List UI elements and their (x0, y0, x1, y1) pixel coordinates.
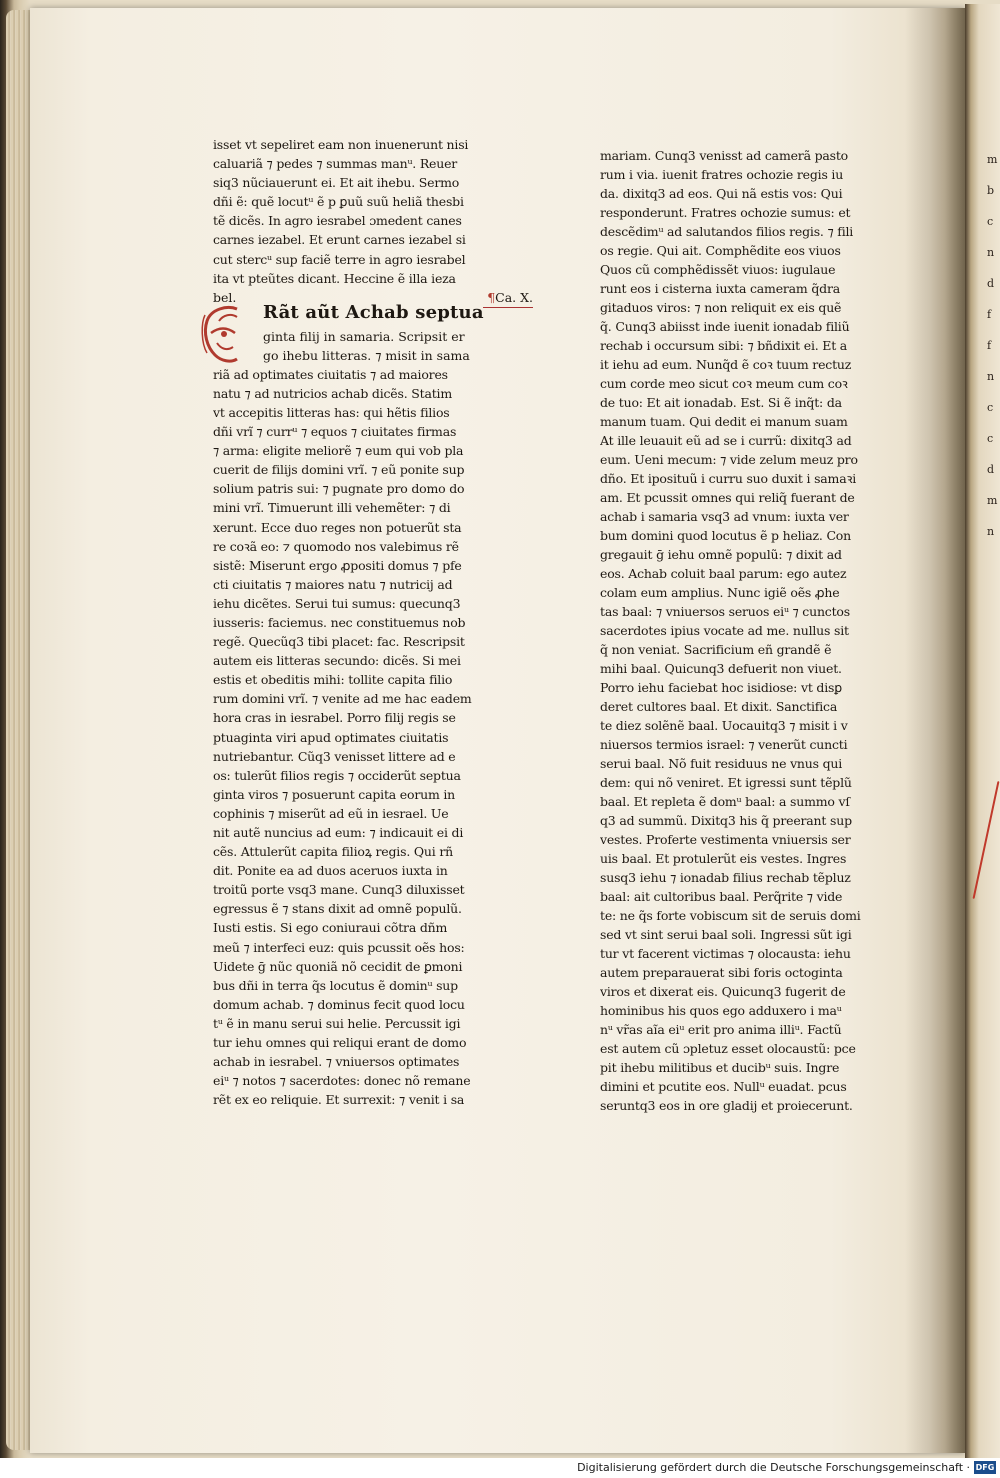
text-line: seruntq3 eos in ore gladij et proiecerunt. (600, 1098, 853, 1113)
text-line: ginta viros ⁊ posuerunt capita eorum in (213, 786, 456, 802)
text-line: riã ad optimates ciuitatis ⁊ ad maiores (213, 366, 448, 382)
text-line: q3 ad summũ. Dixitq3 his q̃ preerant sup (600, 813, 852, 828)
text-line: estis et obeditis mihi: tollite capita filio (213, 672, 453, 688)
text-line: xerunt. Ecce duo reges non potuerũt sta (213, 519, 462, 535)
text-line: it iehu ad eum. Nunq̃d ẽ coꝛ tuum rectuz (600, 357, 852, 372)
text-line: descẽdimᵘ ad salutandos filios regis. ⁊ fili (600, 224, 854, 239)
text-line: eiᵘ ⁊ notos ⁊ sacerdotes: donec nõ remane (213, 1073, 471, 1089)
text-line: cti ciuitatis ⁊ maiores natu ⁊ nutricij ad (213, 576, 453, 592)
text-line: dño. Et iposituũ i curru suo duxit i samaꝛi (600, 471, 856, 486)
text-line: gregauit ḡ iehu omnẽ populũ: ⁊ dixit ad (600, 547, 842, 562)
text-line: iehu dicẽtes. Serui tui sumus: quecunq3 (213, 595, 461, 611)
text-line: te: ne q̃s forte vobiscum sit de seruis domi (600, 908, 861, 923)
text-line: os regie. Qui ait. Comphẽdite eos viuos (600, 243, 841, 258)
text-line: responderunt. Fratres ochozie sumus: et (600, 205, 851, 220)
text-line: pit ihebu militibus et ducibᵘ suis. Ingre (600, 1060, 840, 1075)
chapter-marker: ¶Ca. X. (483, 288, 533, 308)
text-line: achab in iesrabel. ⁊ vniuersos optimates (213, 1054, 460, 1070)
text-line: hora cras in iesrabel. Porro filij regis se (213, 710, 456, 726)
text-line: de tuo: Et ait ionadab. Est. Si ẽ inq̃t: da (600, 395, 842, 410)
text-line: tas baal: ⁊ vniuersos seruos eiᵘ ⁊ cunctos (600, 604, 850, 619)
text-line: carnes iezabel. Et erunt carnes iezabel si (213, 232, 466, 248)
text-line: da. dixitq3 ad eos. Qui nã estis vos: Qui (600, 186, 843, 201)
text-line: eum. Ueni mecum: ⁊ vide zelum meuz pro (600, 452, 858, 467)
text-line: tᵘ ẽ in manu serui sui helie. Percussit igi (213, 1015, 461, 1031)
text-line: manum tuam. Qui dedit ei manum suam (600, 414, 848, 429)
left-text-column (213, 135, 533, 1109)
text-line: rum i via. iuenit fratres ochozie regis iu (600, 167, 844, 182)
text-line: meũ ⁊ interfeci euz: quis pcussit oẽs hos: (213, 939, 465, 955)
text-line: am. Et pcussit omnes qui reliq̃ fuerant de (600, 490, 855, 505)
text-line: dimini et pcutite eos. Nullᵘ euadat. pcus (600, 1079, 847, 1094)
text-line: cum corde meo sicut coꝛ meum cum coꝛ (600, 376, 848, 391)
decorated-initial-f (197, 303, 259, 367)
chapter-opening-line-2: ginta filij in samaria. Scripsit er (263, 328, 465, 344)
text-line: mariam. Cunq3 venisst ad camerã pasto (600, 148, 849, 163)
text-line: tẽ dicẽs. In agro iesrabel ɔmedent canes (213, 213, 462, 229)
chapter-marker-label: Ca. X. (495, 289, 533, 305)
text-line: dem: qui nõ veniret. Et igressi sunt tẽplũ (600, 775, 852, 790)
text-line: dñi ẽ: quẽ locutᵘ ẽ p ꝑuũ suũ heliã thesbi (213, 194, 464, 210)
text-line: colam eum amplius. Nunc igiẽ oẽs ꝓhe (600, 585, 840, 600)
text-line: caluariã ⁊ pedes ⁊ summas manᵘ. Reuer (213, 156, 458, 172)
text-line: cẽs. Attulerũt capita filioꝝ regis. Qui rñ (213, 844, 453, 860)
text-line: cut stercᵘ sup faciẽ terre in agro iesrabel (213, 251, 466, 267)
text-line: regẽ. Quecũq3 tibi placet: fac. Rescripsit (213, 634, 465, 650)
text-line: runt eos i cisterna iuxta cameram q̃dra (600, 281, 840, 296)
text-line: autem eis litteras secundo: dicẽs. Si mei (213, 653, 461, 669)
text-line: troitũ porte vsq3 mane. Cunq3 diluxisset (213, 882, 465, 898)
text-line: Porro iehu faciebat hoc isidiose: vt disꝑ (600, 680, 842, 695)
text-line: niuersos termios israel: ⁊ venerũt cuncti (600, 737, 848, 752)
facing-page-edge (965, 4, 1000, 1458)
text-line: mini vrĩ. Timuerunt illi vehemẽter: ⁊ di (213, 500, 451, 516)
text-line: sistẽ: Miserunt ergo ꝓpositi domus ⁊ pfe (213, 557, 462, 573)
text-line: eos. Achab coluit baal parum: ego autez (600, 566, 847, 581)
text-line: tur vt facerent victimas ⁊ olocausta: iehu (600, 946, 851, 961)
digitization-footer (0, 1458, 1000, 1478)
text-line: uis baal. Et protulerũt eis vestes. Ingres (600, 851, 847, 866)
text-line: est autem cũ ɔpletuz esset olocaustũ: pce (600, 1041, 856, 1056)
text-line: ptuaginta viri apud optimates ciuitatis (213, 729, 449, 745)
text-line: vt accepitis litteras has: qui hẽtis filios (213, 404, 450, 420)
text-line: Iusti estis. Si ego coniuraui cõtra dñm (213, 920, 448, 936)
text-line: re coꝛã eo: ⁊ quomodo nos valebimus rẽ (213, 538, 459, 554)
text-line: viros et dixerat eis. Quicunq3 fugerit de (600, 984, 846, 999)
text-line: autem preparauerat sibi foris octoginta (600, 965, 843, 980)
left-column-lines-before (213, 135, 533, 288)
text-line: nit autẽ nuncius ad eum: ⁊ indicauit ei di (213, 825, 464, 840)
text-line: q̃ non veniat. Sacrificium eñ grandẽ ẽ (600, 642, 832, 657)
text-line: nutriebantur. Cũq3 venisset littere ad e (213, 748, 456, 764)
facing-page-letters: m b c n d f f n c c d m n (987, 153, 998, 538)
chapter-opening (213, 301, 533, 365)
text-line: bus dñi in terra q̃s locutus ẽ dominᵘ sup (213, 977, 458, 993)
text-line: At ille leuauit eũ ad se i currũ: dixitq3 ad (600, 433, 852, 448)
text-line: susq3 iehu ⁊ ionadab filius rechab tẽpluz (600, 870, 851, 885)
text-line: vestes. Proferte vestimenta vniuersis ser (600, 832, 851, 847)
chapter-line-start: bel. (213, 289, 237, 305)
text-line: nᵘ vr̃as aĩa eiᵘ erit pro anima illiᵘ. Factũ (600, 1022, 842, 1037)
text-line: deret cultores baal. Et dixit. Sanctifica (600, 699, 838, 714)
text-line: natu ⁊ ad nutricios achab dicẽs. Statim (213, 385, 452, 401)
text-line: q̃. Cunq3 abiisst inde iuenit ionadab filiũ (600, 319, 850, 334)
text-line: egressus ẽ ⁊ stans dixit ad omnẽ populũ. (213, 901, 462, 917)
text-line: dñi vrĩ ⁊ currᵘ ⁊ equos ⁊ ciuitates firmas (213, 424, 457, 440)
text-line: Uidete ḡ nũc quoniã nõ cecidit de ꝑmoni (213, 958, 463, 974)
text-line: achab i samaria vsq3 ad vnum: iuxta ver (600, 509, 849, 524)
text-line: sed vt sint serui baal soli. Ingressi sũt igi (600, 927, 852, 942)
dfg-logo: DFG (975, 1463, 995, 1472)
text-line: ⁊ arma: eligite meliorẽ ⁊ eum qui vob pla (213, 443, 464, 459)
text-line: gitaduos viros: ⁊ non reliquit ex eis quẽ (600, 300, 842, 315)
text-line: mihi baal. Quicunq3 defuerit non viuet. (600, 661, 842, 676)
text-line: rechab i occursum sibi: ⁊ bñdixit ei. Et a (600, 338, 848, 353)
text-line: siq3 nũciauerunt ei. Et ait ihebu. Sermo (213, 175, 460, 191)
text-line: iusseris: faciemus. nec constituemus nob (213, 614, 466, 630)
text-line: hominibus his quos ego adduxero i maᵘ (600, 1003, 842, 1018)
text-line: baal. Et repleta ẽ domᵘ baal: a summo vſ (600, 794, 850, 809)
text-line: baal: ait cultoribus baal. Perq̃rite ⁊ vide (600, 889, 843, 904)
text-line: serui baal. Nõ fuit residuus ne vnus qui (600, 756, 843, 771)
text-line: os: tulerũt filios regis ⁊ occiderũt septua (213, 767, 461, 783)
text-line: te diez solẽnẽ baal. Uocauitq3 ⁊ misit i v (600, 718, 848, 733)
text-line: bum domini quod locutus ẽ p heliaz. Con (600, 528, 851, 543)
text-line: dit. Ponite ea ad duos aceruos iuxta in (213, 863, 448, 879)
text-line: sacerdotes ipius vocate ad me. nullus sit (600, 623, 849, 638)
text-line: tur iehu omnes qui reliqui erant de domo (213, 1035, 467, 1051)
text-line: rum domini vrĩ. ⁊ venite ad me hac eadem (213, 691, 472, 707)
gutter-shadow (905, 8, 965, 1453)
footer-credit-text: Digitalisierung gefördert durch die Deutsche Forschungsgemeinschaft · (577, 1461, 970, 1474)
text-line: solium patris sui: ⁊ pugnate pro domo do (213, 481, 465, 497)
text-line: Quos cũ comphẽdissẽt viuos: iugulaue (600, 262, 836, 277)
chapter-heading: Rãt aũt Achab septua (263, 301, 484, 323)
left-column-lines-after (213, 365, 533, 1110)
text-line: rẽt ex eo reliquie. Et surrexit: ⁊ venit i sa (213, 1092, 465, 1108)
text-line: cophinis ⁊ miserũt ad eũ in iesrael. Ue (213, 805, 449, 821)
text-line: ita vt pteũtes dicant. Heccine ẽ illa ieza (213, 270, 456, 286)
right-text-column (600, 146, 910, 1115)
text-line: isset vt sepeliret eam non inuenerunt nisi (213, 137, 469, 152)
right-column-lines (600, 146, 910, 1115)
text-line: cuerit de filijs domini vrĩ. ⁊ eũ ponite sup (213, 462, 465, 478)
text-line: domum achab. ⁊ dominus fecit quod locu (213, 996, 465, 1012)
chapter-opening-line-3: go ihebu litteras. ⁊ misit in sama (263, 347, 470, 363)
